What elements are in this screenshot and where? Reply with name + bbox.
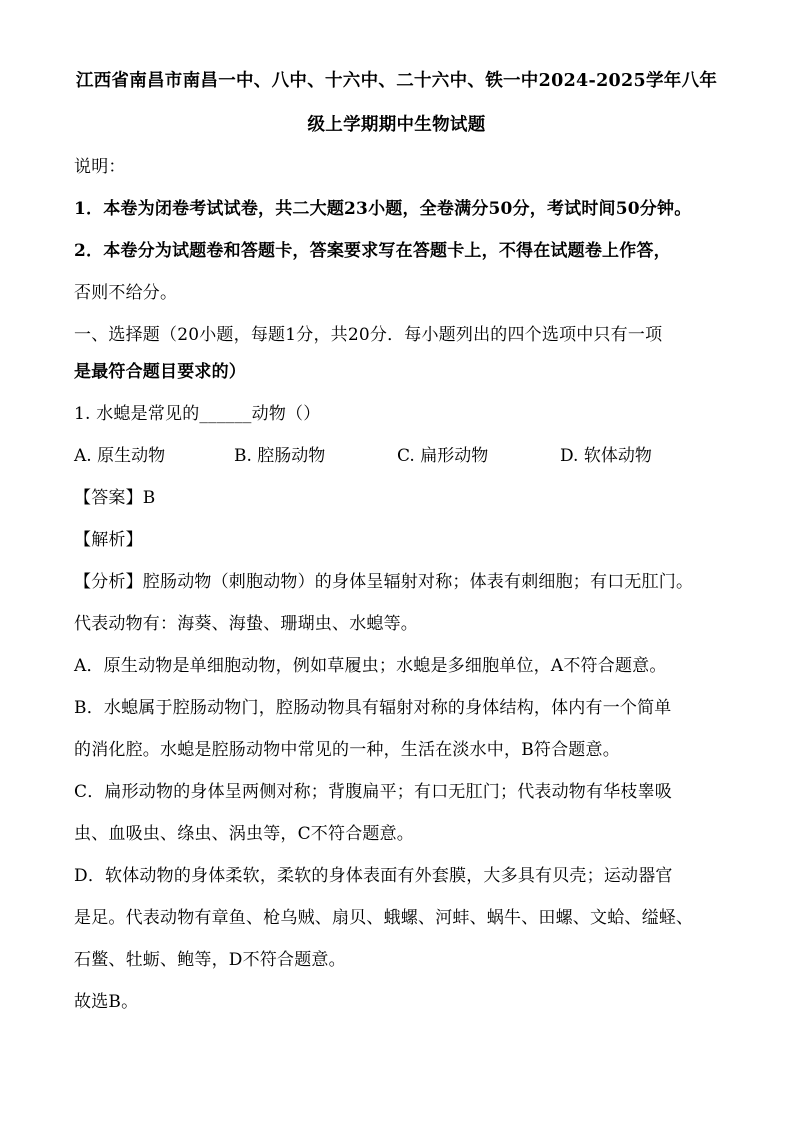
question-1-stem: 1. 水螅是常见的______动物（） (74, 404, 321, 424)
note-item-2-line-2: 否则不给分。 (74, 283, 178, 303)
analysis-line: 石鳖、牡蛎、鲍等，D不符合题意。 (74, 950, 346, 970)
conclusion-line: 故选B。 (74, 992, 139, 1012)
analysis-label: 【解析】 (74, 530, 143, 550)
analysis-line: 【分析】腔肠动物（刺胞动物）的身体呈辐射对称；体表有刺细胞；有口无肛门。 (74, 572, 694, 592)
answer-line: 【答案】B (74, 488, 156, 508)
note-heading: 说明： (74, 157, 126, 177)
title-line-2: 级上学期期中生物试题 (307, 115, 486, 135)
option-d: D. 软体动物 (560, 446, 652, 466)
analysis-line: 虫、血吸虫、绦虫、涡虫等，C不符合题意。 (74, 824, 415, 844)
analysis-line: 代表动物有：海葵、海蛰、珊瑚虫、水螅等。 (74, 614, 418, 634)
note-item-2-line-1: 2．本卷分为试题卷和答题卡，答案要求写在答题卡上，不得在试题卷上作答， (74, 241, 671, 261)
option-c: C. 扁形动物 (397, 446, 489, 466)
option-a: A. 原生动物 (74, 446, 166, 466)
analysis-line: B．水螅属于腔肠动物门，腔肠动物具有辐射对称的身体结构，体内有一个简单 (74, 698, 672, 718)
section-heading-line-1: 一、选择题（20小题，每题1分，共20分．每小题列出的四个选项中只有一项 (74, 325, 663, 345)
section-heading-line-2: 是最符合题目要求的） (74, 362, 246, 382)
title-line-1: 江西省南昌市南昌一中、八中、十六中、二十六中、铁一中2024-2025学年八年 (75, 71, 718, 91)
analysis-line: 的消化腔。水螅是腔肠动物中常见的一种，生活在淡水中，B符合题意。 (74, 740, 620, 760)
analysis-line: 是足。代表动物有章鱼、枪乌贼、扇贝、蛾螺、河蚌、蜗牛、田螺、文蛤、缢蛏、 (74, 908, 694, 928)
question-1-options (74, 444, 734, 468)
analysis-line: A．原生动物是单细胞动物，例如草履虫；水螅是多细胞单位，A不符合题意。 (74, 656, 667, 676)
analysis-line: D．软体动物的身体柔软，柔软的身体表面有外套膜，大多具有贝壳；运动器官 (74, 866, 673, 886)
analysis-line: C．扁形动物的身体呈两侧对称；背腹扁平；有口无肛门；代表动物有华枝睾吸 (74, 782, 673, 802)
option-b: B. 腔肠动物 (234, 446, 326, 466)
note-item-1: 1．本卷为闭卷考试试卷，共二大题23小题，全卷满分50分，考试时间50分钟。 (74, 199, 692, 219)
